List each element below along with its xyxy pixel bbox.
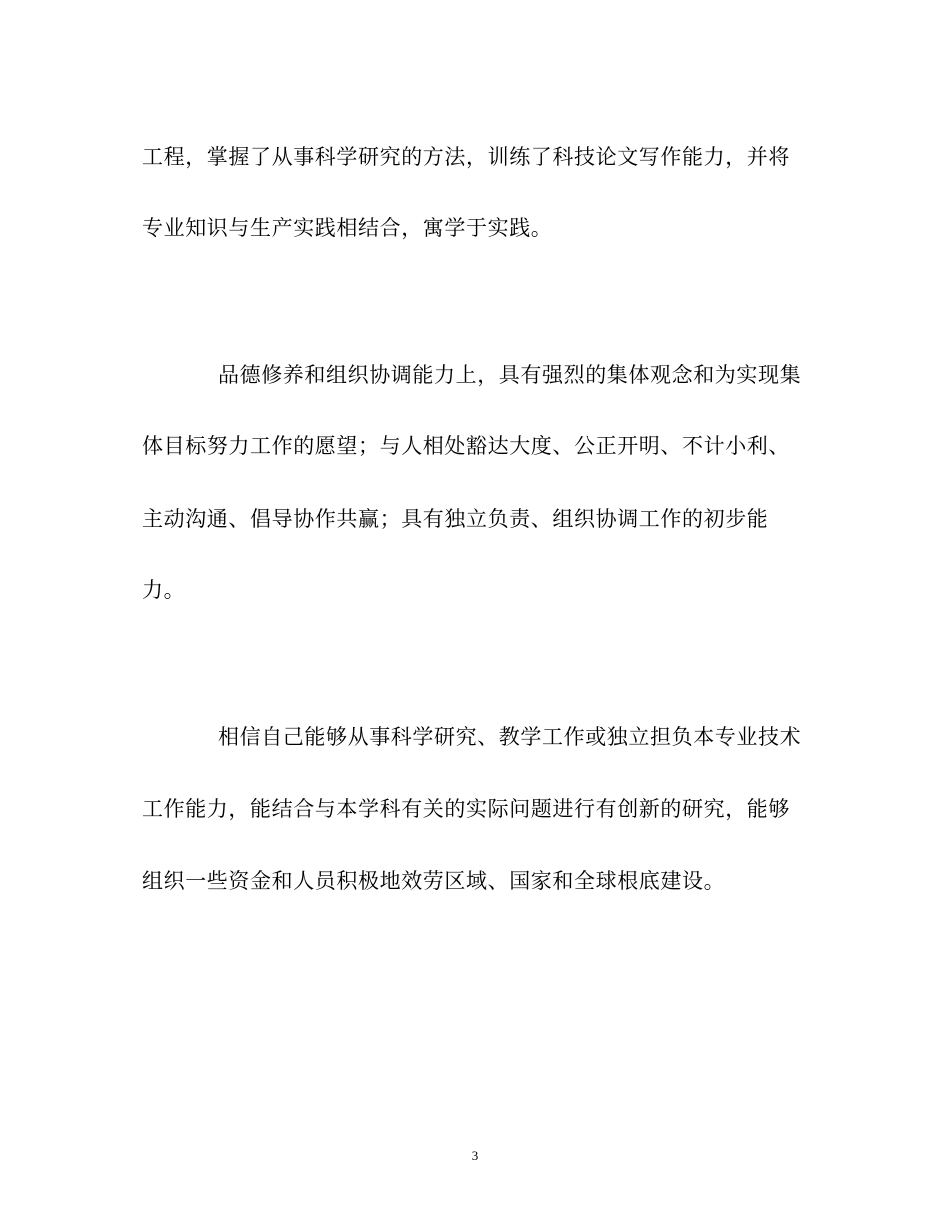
paragraph-1-line-1: 工程，掌握了从事科学研究的方法，训练了科技论文写作能力，并将: [142, 145, 790, 169]
paragraph-3-line-1: 相信自己能够从事科学研究、教学工作或独立担负本专业技术: [218, 725, 802, 749]
paragraph-3-line-3: 组织一些资金和人员积极地效劳区域、国家和全球根底建设。: [142, 869, 726, 893]
page-number: 3: [471, 1148, 479, 1163]
paragraph-1-line-2: 专业知识与生产实践相结合，寓学于实践。: [142, 216, 553, 240]
paragraph-2-line-1: 品德修养和组织协调能力上，具有强烈的集体观念和为实现集: [218, 363, 802, 387]
paragraph-2-line-4: 力。: [142, 578, 186, 602]
paragraph-2-line-3: 主动沟通、倡导协作共赢；具有独立负责、组织协调工作的初步能: [142, 507, 769, 531]
paragraph-2-line-2: 体目标努力工作的愿望；与人相处豁达大度、公正开明、不计小利、: [142, 434, 790, 458]
paragraph-3-line-2: 工作能力，能结合与本学科有关的实际问题进行有创新的研究，能够: [142, 797, 790, 821]
